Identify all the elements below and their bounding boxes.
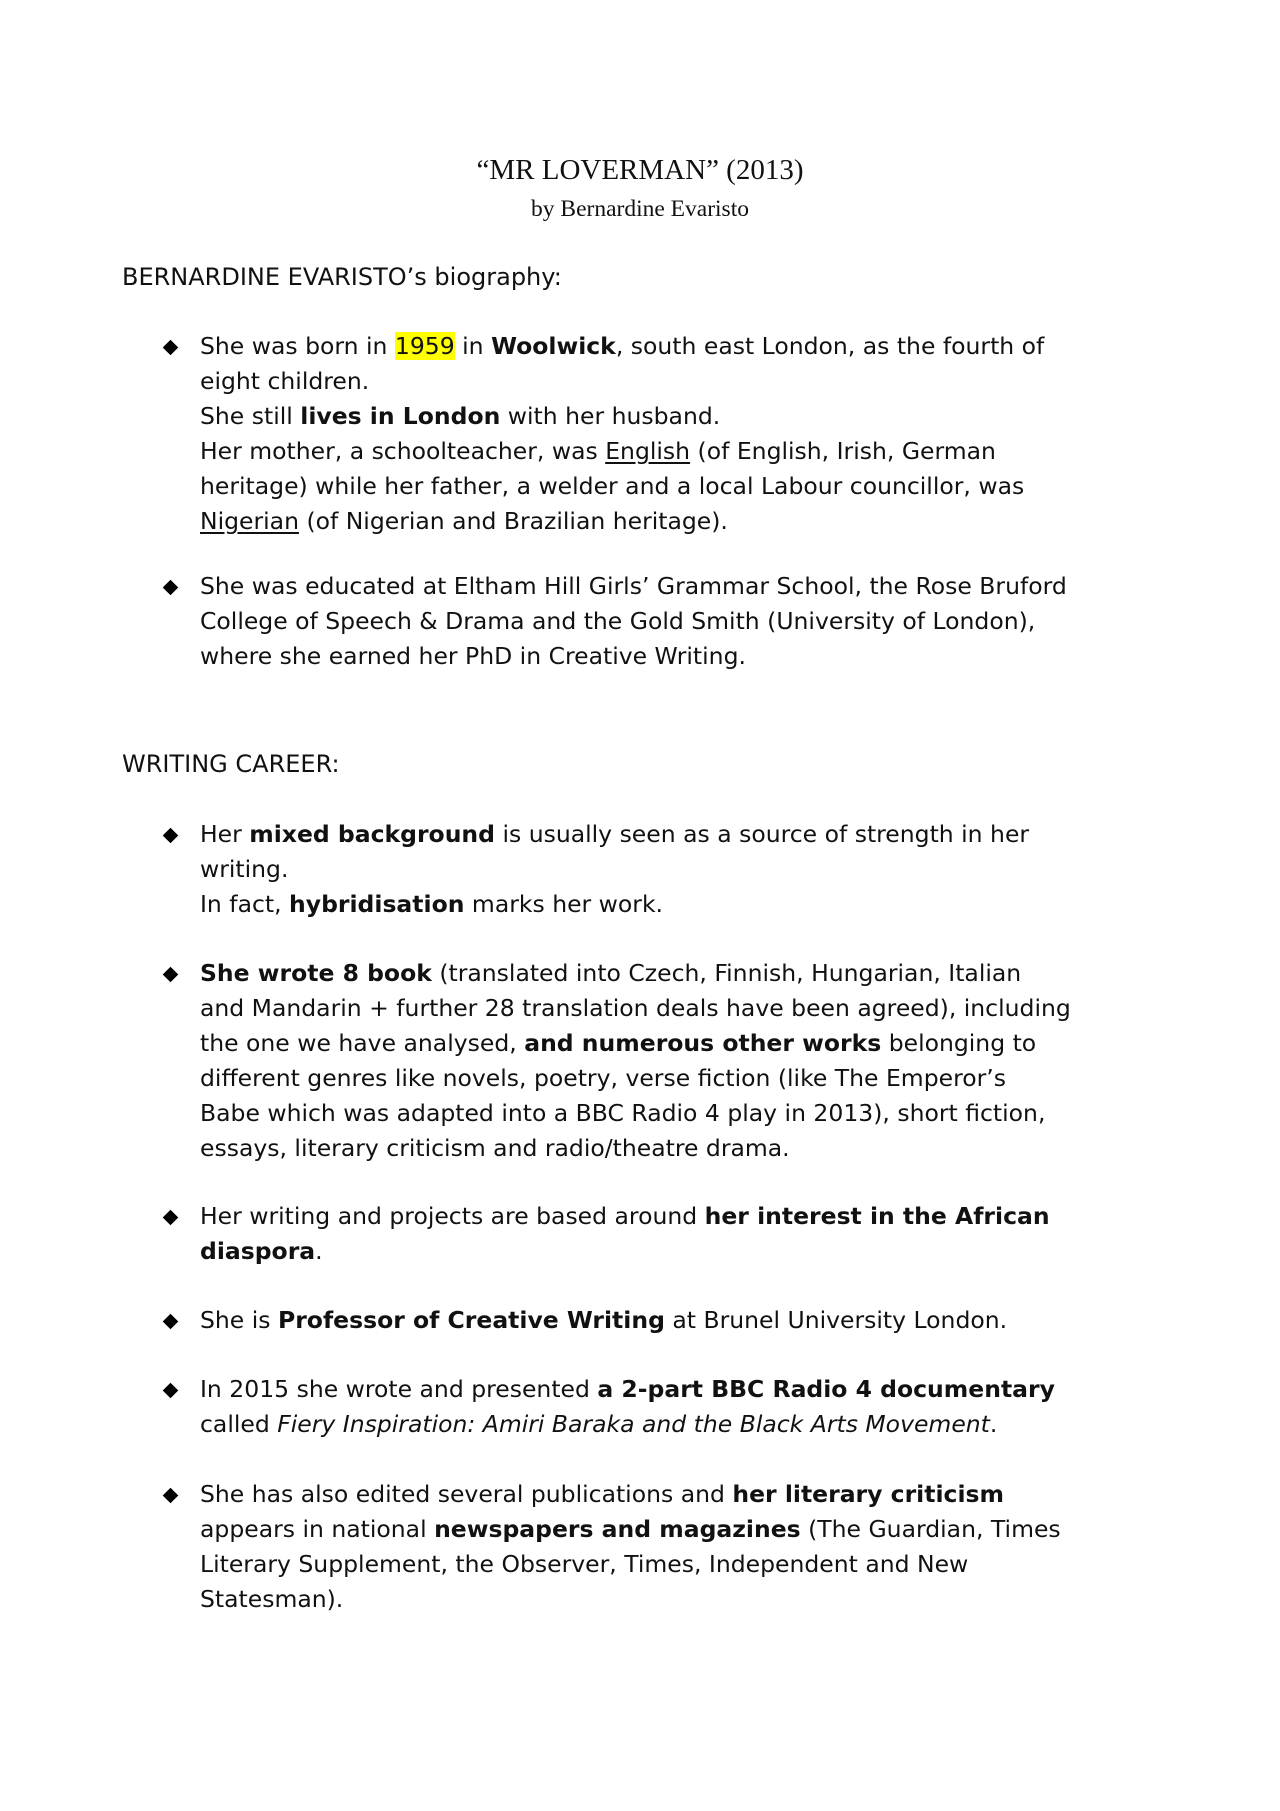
list-item: [200, 1303, 1175, 1338]
text-line: diaspora.: [200, 1237, 323, 1265]
text-line: In fact, hybridisation marks her work.: [200, 890, 664, 918]
bullet-diamond-icon: [163, 340, 179, 356]
text-line: called Fiery Inspiration: Amiri Baraka and the Black Arts Movement.: [200, 1410, 998, 1438]
text-line: Statesman).: [200, 1585, 344, 1613]
biography-heading: BERNARDINE EVARISTO’s biography:: [122, 263, 562, 291]
highlighted-year: 1959: [394, 332, 455, 360]
document-title: “MR LOVERMAN” (2013): [476, 154, 804, 186]
text-line: In 2015 she wrote and presented a 2-part BBC Radio 4 documentary: [200, 1375, 1055, 1403]
list-item: [200, 329, 1175, 539]
list-item: [200, 569, 1175, 674]
bullet-diamond-icon: [163, 967, 179, 983]
text-line: appears in national newspapers and magazines (The Guardian, Times: [200, 1515, 1061, 1543]
writing-career-heading: WRITING CAREER:: [122, 750, 340, 778]
text-line: writing.: [200, 855, 289, 883]
bullet-diamond-icon: [163, 1383, 179, 1399]
list-item: [200, 956, 1175, 1166]
text-line: the one we have analysed, and numerous other works belonging to: [200, 1029, 1037, 1057]
text-line: essays, literary criticism and radio/theatre drama.: [200, 1134, 790, 1162]
bullet-diamond-icon: [163, 1314, 179, 1330]
text-line: where she earned her PhD in Creative Writing.: [200, 642, 746, 670]
bullet-diamond-icon: [163, 1488, 179, 1504]
list-item: [200, 1477, 1175, 1617]
text-line: Nigerian (of Nigerian and Brazilian heritage).: [200, 507, 728, 535]
document-author: by Bernardine Evaristo: [531, 196, 749, 222]
text-line: different genres like novels, poetry, verse fiction (like The Emperor’s: [200, 1064, 1006, 1092]
bullet-diamond-icon: [163, 1210, 179, 1226]
text-line: and Mandarin + further 28 translation deals have been agreed), including: [200, 994, 1071, 1022]
text-line: Literary Supplement, the Observer, Times, Independent and New: [200, 1550, 969, 1578]
text-line: She is Professor of Creative Writing at Brunel University London.: [200, 1306, 1008, 1334]
bullet-diamond-icon: [163, 580, 179, 596]
text-line: Her writing and projects are based around her interest in the African: [200, 1202, 1050, 1230]
text-line: eight children.: [200, 367, 370, 395]
text-line: She has also edited several publications and her literary criticism: [200, 1480, 1004, 1508]
text-line: She wrote 8 book (translated into Czech, Finnish, Hungarian, Italian: [200, 959, 1022, 987]
text-line: heritage) while her father, a welder and a local Labour councillor, was: [200, 472, 1025, 500]
list-item: [200, 817, 1175, 922]
text-line: She was educated at Eltham Hill Girls’ Grammar School, the Rose Bruford: [200, 572, 1067, 600]
bullet-diamond-icon: [163, 828, 179, 844]
text-line: College of Speech & Drama and the Gold Smith (University of London),: [200, 607, 1036, 635]
text-line: Babe which was adapted into a BBC Radio 4 play in 2013), short fiction,: [200, 1099, 1046, 1127]
text-line: She was born in 1959 in Woolwick, south east London, as the fourth of: [200, 332, 1045, 360]
list-item: [200, 1372, 1175, 1442]
text-line: Her mother, a schoolteacher, was English (of English, Irish, German: [200, 437, 996, 465]
list-item: [200, 1199, 1175, 1269]
text-line: Her mixed background is usually seen as a source of strength in her: [200, 820, 1030, 848]
text-line: She still lives in London with her husband.: [200, 402, 721, 430]
